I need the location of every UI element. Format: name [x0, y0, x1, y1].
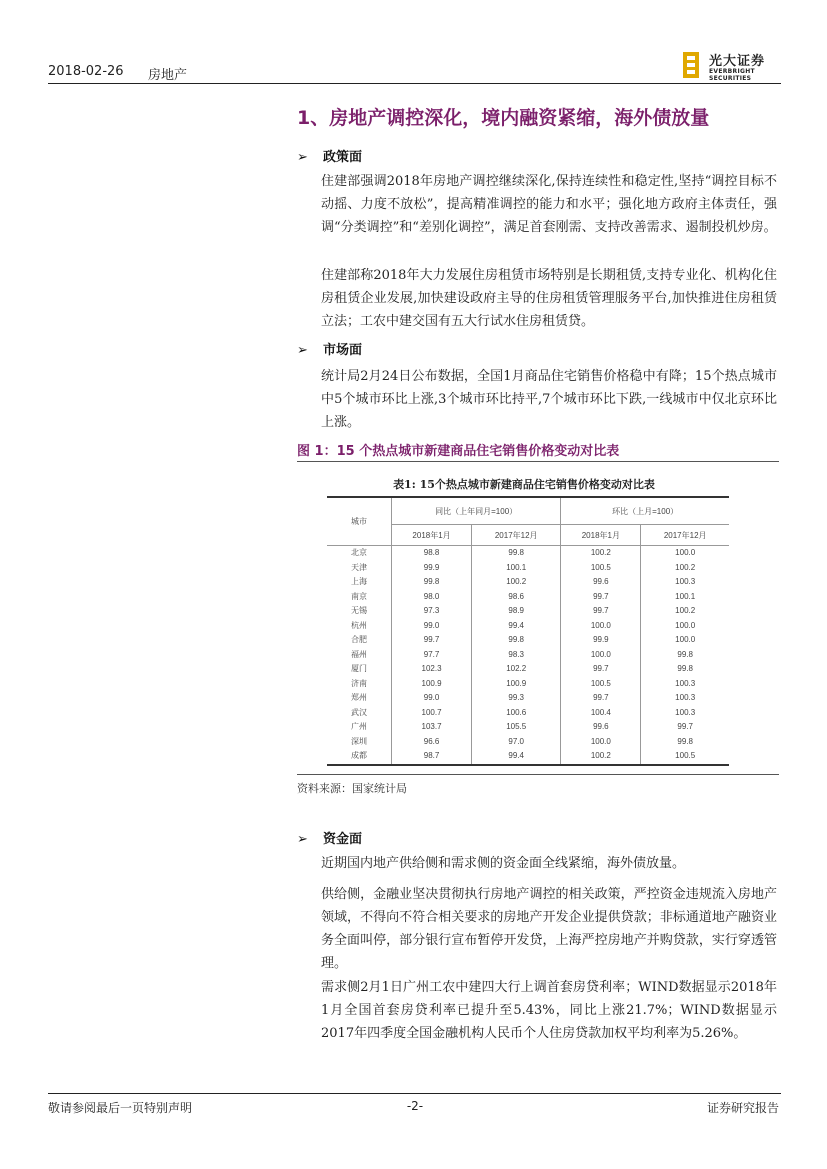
value-cell: 99.4 — [472, 619, 561, 634]
logo-text-cn: 光大证券 — [709, 54, 766, 69]
table-row — [327, 604, 729, 619]
city-cell: 济南 — [351, 678, 367, 688]
city-cell: 厦门 — [351, 664, 367, 673]
value-cell: 99.0 — [392, 691, 472, 706]
table-row — [327, 590, 729, 605]
value-cell: 100.0 — [641, 546, 729, 561]
table-row — [327, 735, 729, 750]
col-header-city: 城市 — [327, 497, 392, 546]
table-row — [327, 662, 729, 677]
capital-heading-text: 资金面 — [323, 832, 363, 847]
col-header-mom-2018-01: 2018年1月 — [561, 525, 641, 546]
city-cell: 武汉 — [351, 707, 367, 717]
value-cell: 99.7 — [561, 662, 641, 677]
page-number: -2- — [406, 1099, 424, 1113]
value-cell: 100.2 — [641, 561, 729, 576]
footer-report-type: 证券研究报告 — [706, 1101, 779, 1115]
policy-heading-text: 政策面 — [323, 150, 363, 165]
city-cell: 郑州 — [351, 693, 367, 702]
value-cell: 99.6 — [561, 720, 641, 735]
value-cell: 99.8 — [392, 575, 472, 590]
city-cell: 深圳 — [351, 736, 367, 746]
value-cell: 100.2 — [561, 546, 641, 561]
price-table — [327, 496, 729, 766]
col-header-yoy-2017-12: 2017年12月 — [472, 525, 561, 546]
value-cell: 100.2 — [641, 604, 729, 619]
col-group-mom: 环比（上月=100） — [561, 497, 729, 525]
value-cell: 99.9 — [561, 633, 641, 648]
header-divider — [48, 83, 781, 84]
city-cell: 合肥 — [351, 635, 367, 644]
report-date: 2018-02-26 — [48, 64, 124, 79]
city-cell: 无锡 — [351, 606, 367, 615]
value-cell: 105.5 — [472, 720, 561, 735]
value-cell: 100.7 — [392, 706, 472, 721]
table-row — [327, 619, 729, 634]
capital-heading — [297, 828, 362, 847]
arrow-bullet-icon: ➢ — [297, 343, 308, 358]
value-cell: 100.1 — [472, 561, 561, 576]
col-header-mom-2017-12: 2017年12月 — [641, 525, 729, 546]
value-cell: 99.8 — [641, 662, 729, 677]
value-cell: 99.8 — [641, 735, 729, 750]
value-cell: 100.3 — [641, 706, 729, 721]
table-row — [327, 691, 729, 706]
city-cell: 成都 — [327, 749, 392, 765]
figure-caption: 图 1：15 个热点城市新建商品住宅销售价格变动对比表 — [297, 444, 620, 459]
city-cell: 上海 — [351, 577, 367, 586]
value-cell: 100.9 — [472, 677, 561, 692]
value-cell: 99.7 — [392, 633, 472, 648]
price-table-image — [321, 470, 727, 770]
col-group-yoy: 同比（上年同月=100） — [392, 497, 561, 525]
city-cell: 北京 — [351, 548, 367, 557]
logo-mark-icon — [683, 52, 699, 78]
value-cell: 100.0 — [641, 633, 729, 648]
page-header — [48, 54, 781, 84]
city-cell: 广州 — [351, 722, 367, 731]
value-cell: 100.3 — [641, 691, 729, 706]
table-row — [327, 720, 729, 735]
value-cell: 100.0 — [561, 648, 641, 663]
value-cell: 99.3 — [472, 691, 561, 706]
policy-heading — [297, 146, 362, 165]
value-cell: 99.7 — [561, 590, 641, 605]
arrow-bullet-icon: ➢ — [297, 150, 308, 165]
city-cell: 福州 — [351, 649, 367, 659]
logo-text-en: EVERBRIGHT SECURITIES — [709, 68, 755, 82]
value-cell: 100.3 — [641, 677, 729, 692]
table-title: 表1: 15个热点城市新建商品住宅销售价格变动对比表 — [393, 478, 655, 491]
value-cell: 100.4 — [561, 706, 641, 721]
capital-paragraph-3: 需求侧2月1日广州工农中建四大行上调首套房贷利率；WIND数据显示2018年1月全国首套房贷利率已提升至5.43%，同比上涨21.7%；WIND数据显示2017年四季度全国金融机构人民币个人住房贷款加权平均利率为5.26%。 — [321, 980, 777, 1041]
value-cell: 99.6 — [561, 575, 641, 590]
value-cell: 99.4 — [472, 749, 561, 765]
value-cell: 100.5 — [561, 561, 641, 576]
city-cell: 杭州 — [351, 620, 367, 630]
city-cell: 南京 — [351, 591, 367, 601]
value-cell: 99.8 — [472, 633, 561, 648]
value-cell: 100.2 — [472, 575, 561, 590]
market-heading-text: 市场面 — [323, 343, 363, 358]
value-cell: 99.7 — [561, 691, 641, 706]
value-cell: 103.7 — [392, 720, 472, 735]
value-cell: 96.6 — [392, 735, 472, 750]
table-row — [327, 633, 729, 648]
capital-paragraph-1: 近期国内地产供给侧和需求侧的资金面全线紧缩，海外债放量。 — [321, 856, 686, 871]
footer-disclaimer: 敬请参阅最后一页特别声明 — [48, 1101, 193, 1115]
table-row — [327, 677, 729, 692]
value-cell: 100.5 — [641, 749, 729, 765]
col-header-yoy-2018-01: 2018年1月 — [392, 525, 472, 546]
value-cell: 99.7 — [561, 604, 641, 619]
value-cell: 100.0 — [561, 619, 641, 634]
figure-top-rule — [297, 461, 779, 462]
table-row — [327, 648, 729, 663]
value-cell: 100.2 — [561, 749, 641, 765]
section-title: 1、房地产调控深化，境内融资紧缩，海外债放量 — [297, 107, 710, 129]
table-row — [327, 749, 729, 765]
policy-paragraph-1: 住建部强调2018年房地产调控继续深化,保持连续性和稳定性,坚持“调控目标不动摇、力度不放松”，提高精准调控的能力和水平；强化地方政府主体责任，强调“分类调控”和“差别化调控”，满足首套刚需、支持改善需求、遏制投机炒房。 — [321, 174, 777, 235]
value-cell: 100.3 — [641, 575, 729, 590]
value-cell: 100.0 — [561, 735, 641, 750]
value-cell: 99.7 — [641, 720, 729, 735]
capital-paragraph-2: 供给侧，金融业坚决贯彻执行房地产调控的相关政策，严控资金违规流入房地产领域，不得向不符合相关要求的房地产开发企业提供贷款；非标通道地产融资业务全面叫停，部分银行宣布暂停开发贷，上海严控房地产并购贷款，实行穿透管理。 — [321, 887, 777, 971]
market-paragraph-1: 统计局2月24日公布数据，全国1月商品住宅销售价格稳中有降；15个热点城市中5个城市环比上涨,3个城市环比持平,7个城市环比下跌,一线城市中仅北京环比上涨。 — [321, 369, 777, 430]
footer-divider — [48, 1093, 781, 1094]
value-cell: 98.3 — [472, 648, 561, 663]
value-cell: 100.0 — [641, 619, 729, 634]
market-heading — [297, 339, 362, 358]
everbright-logo — [683, 50, 779, 80]
value-cell: 99.0 — [392, 619, 472, 634]
value-cell: 98.7 — [392, 749, 472, 765]
value-cell: 99.9 — [392, 561, 472, 576]
city-cell: 天津 — [351, 562, 367, 572]
value-cell: 98.6 — [472, 590, 561, 605]
value-cell: 102.3 — [392, 662, 472, 677]
value-cell: 97.7 — [392, 648, 472, 663]
table-row — [327, 561, 729, 576]
value-cell: 97.0 — [472, 735, 561, 750]
value-cell: 98.0 — [392, 590, 472, 605]
arrow-bullet-icon: ➢ — [297, 832, 308, 847]
value-cell: 97.3 — [392, 604, 472, 619]
report-sector: 房地产 — [148, 68, 188, 83]
value-cell: 102.2 — [472, 662, 561, 677]
table-row — [327, 575, 729, 590]
value-cell: 99.8 — [472, 546, 561, 561]
value-cell: 98.8 — [392, 546, 472, 561]
value-cell: 100.6 — [472, 706, 561, 721]
value-cell: 100.1 — [641, 590, 729, 605]
value-cell: 99.8 — [641, 648, 729, 663]
figure-bottom-rule — [297, 774, 779, 775]
value-cell: 100.5 — [561, 677, 641, 692]
value-cell: 98.9 — [472, 604, 561, 619]
value-cell: 100.9 — [392, 677, 472, 692]
table-row — [327, 706, 729, 721]
figure-source: 资料来源：国家统计局 — [297, 782, 407, 795]
table-row — [327, 546, 729, 561]
policy-paragraph-2: 住建部称2018年大力发展住房租赁市场特别是长期租赁,支持专业化、机构化住房租赁企业发展,加快建设政府主导的住房租赁管理服务平台,加快推进住房租赁立法；工农中建交国有五大行试水住房租赁贷。 — [321, 268, 777, 329]
